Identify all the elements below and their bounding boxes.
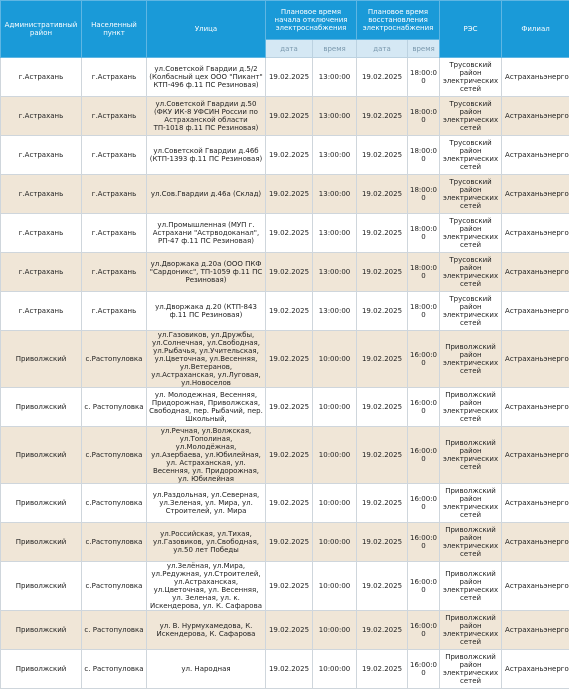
res-cell: Приволжский район электрических сетей: [440, 427, 502, 484]
locality-cell: с. Растопуловка: [82, 611, 147, 650]
on-date-cell: 19.02.2025: [357, 292, 408, 331]
header-restore: Плановое время восстановления электроснабжения: [357, 1, 440, 40]
off-time-cell: 10:00:00: [313, 523, 357, 562]
branch-cell: Астраханьэнерго: [502, 97, 569, 136]
on-date-cell: 19.02.2025: [357, 611, 408, 650]
subheader-on-date: дата: [357, 40, 408, 58]
locality-cell: с.Растопуловка: [82, 484, 147, 523]
district-cell: Приволжский: [1, 523, 82, 562]
street-cell: ул.Дворжака д.20 (КТП-843 ф.11 ПС Резиновая): [147, 292, 266, 331]
off-date-cell: 19.02.2025: [266, 650, 313, 689]
res-cell: Приволжский район электрических сетей: [440, 562, 502, 611]
street-cell: ул. В. Нурмухамедова, К. Искендерова, К. Сафарова: [147, 611, 266, 650]
on-time-cell: 18:00:00: [408, 253, 440, 292]
street-cell: ул.Сов.Гвардии д.46а (Склад): [147, 175, 266, 214]
district-cell: Приволжский: [1, 650, 82, 689]
header-branch: Филиал: [502, 1, 569, 58]
street-cell: ул.Промышленная (МУП г. Астрахани "Астрводоканал", РП-47 ф.11 ПС Резиновая): [147, 214, 266, 253]
table-row: [1, 650, 569, 689]
res-cell: Приволжский район электрических сетей: [440, 523, 502, 562]
locality-cell: с.Растопуловка: [82, 427, 147, 484]
table-row: [1, 136, 569, 175]
on-date-cell: 19.02.2025: [357, 253, 408, 292]
off-time-cell: 10:00:00: [313, 611, 357, 650]
header-locality: Населенный пункт: [82, 1, 147, 58]
on-time-cell: 18:00:00: [408, 97, 440, 136]
header-res: РЭС: [440, 1, 502, 58]
branch-cell: Астраханьэнерго: [502, 292, 569, 331]
locality-cell: с. Растопуловка: [82, 388, 147, 427]
on-time-cell: 16:00:00: [408, 650, 440, 689]
on-date-cell: 19.02.2025: [357, 175, 408, 214]
on-time-cell: 16:00:00: [408, 484, 440, 523]
off-time-cell: 10:00:00: [313, 388, 357, 427]
table-row: [1, 58, 569, 97]
off-date-cell: 19.02.2025: [266, 97, 313, 136]
subheader-off-date: дата: [266, 40, 313, 58]
district-cell: Приволжский: [1, 484, 82, 523]
header-street: Улица: [147, 1, 266, 58]
off-date-cell: 19.02.2025: [266, 388, 313, 427]
district-cell: Приволжский: [1, 388, 82, 427]
off-time-cell: 13:00:00: [313, 253, 357, 292]
street-cell: ул.Советской Гвардии д.5/2 (Колбасный цех ООО "Пикант" КТП-496 ф.11 ПС Резиновая): [147, 58, 266, 97]
off-date-cell: 19.02.2025: [266, 331, 313, 388]
res-cell: Трусовский район электрических сетей: [440, 292, 502, 331]
res-cell: Трусовский район электрических сетей: [440, 97, 502, 136]
off-date-cell: 19.02.2025: [266, 136, 313, 175]
on-date-cell: 19.02.2025: [357, 523, 408, 562]
branch-cell: Астраханьэнерго: [502, 136, 569, 175]
on-time-cell: 18:00:00: [408, 136, 440, 175]
district-cell: Приволжский: [1, 331, 82, 388]
on-time-cell: 18:00:00: [408, 58, 440, 97]
res-cell: Трусовский район электрических сетей: [440, 253, 502, 292]
off-date-cell: 19.02.2025: [266, 611, 313, 650]
branch-cell: Астраханьэнерго: [502, 611, 569, 650]
on-time-cell: 18:00:00: [408, 292, 440, 331]
street-cell: ул.Дворжака д.20а (ООО ПКФ "Сардоникс", ТП-1059 ф.11 ПС Резиновая): [147, 253, 266, 292]
res-cell: Трусовский район электрических сетей: [440, 175, 502, 214]
district-cell: г.Астрахань: [1, 253, 82, 292]
off-time-cell: 10:00:00: [313, 484, 357, 523]
locality-cell: с.Растопуловка: [82, 331, 147, 388]
on-date-cell: 19.02.2025: [357, 214, 408, 253]
off-time-cell: 13:00:00: [313, 97, 357, 136]
street-cell: ул.Советской Гвардии д.46б (КТП-1393 ф.11 ПС Резиновая): [147, 136, 266, 175]
branch-cell: Астраханьэнерго: [502, 427, 569, 484]
street-cell: ул.Зелёная, ул.Мира, ул.Редужная, ул.Строителей, ул.Астраханская, ул.Цветочная, ул. Весенняя, ул. Зеленая, ул. к. Искендерова, ул. К. Сафарова: [147, 562, 266, 611]
on-time-cell: 18:00:00: [408, 214, 440, 253]
table-row: [1, 523, 569, 562]
off-time-cell: 10:00:00: [313, 427, 357, 484]
off-date-cell: 19.02.2025: [266, 175, 313, 214]
locality-cell: г.Астрахань: [82, 214, 147, 253]
street-cell: ул.Советской Гвардии д.50 (ФКУ ИК-8 УФСИН России по Астраханской области ТП-1018 ф.11 ПС Резиновая): [147, 97, 266, 136]
locality-cell: г.Астрахань: [82, 58, 147, 97]
locality-cell: г.Астрахань: [82, 292, 147, 331]
on-date-cell: 19.02.2025: [357, 58, 408, 97]
district-cell: г.Астрахань: [1, 97, 82, 136]
subheader-on-time: время: [408, 40, 440, 58]
branch-cell: Астраханьэнерго: [502, 175, 569, 214]
off-time-cell: 10:00:00: [313, 331, 357, 388]
on-time-cell: 16:00:00: [408, 331, 440, 388]
locality-cell: г.Астрахань: [82, 253, 147, 292]
on-date-cell: 19.02.2025: [357, 562, 408, 611]
on-time-cell: 16:00:00: [408, 427, 440, 484]
off-date-cell: 19.02.2025: [266, 292, 313, 331]
table-row: [1, 253, 569, 292]
locality-cell: с.Растопуловка: [82, 562, 147, 611]
street-cell: ул. Молодежная, Весенняя, Придорожная, Приволжская, Свободная, пер. Рыбачий, пер. Школьный,: [147, 388, 266, 427]
table-body: [1, 58, 569, 689]
street-cell: ул.Газовиков, ул.Дружбы, ул.Солнечная, ул.Свободная, ул.Рыбачья, ул.Учительская, ул.Цветочная, ул.Весенняя, ул.Ветеранов, ул.Астраханская, ул.Луговая, ул.Новоселов: [147, 331, 266, 388]
street-cell: ул.Раздольная, ул.Северная, ул.Зеленая, ул. Мира, ул. Строителей, ул. Мира: [147, 484, 266, 523]
on-time-cell: 16:00:00: [408, 388, 440, 427]
district-cell: г.Астрахань: [1, 175, 82, 214]
district-cell: Приволжский: [1, 611, 82, 650]
table-row: [1, 97, 569, 136]
table-row: [1, 331, 569, 388]
street-cell: ул.Российская, ул.Тихая, ул.Газовиков, ул.Свободная, ул.50 лет Победы: [147, 523, 266, 562]
locality-cell: г.Астрахань: [82, 97, 147, 136]
table-row: [1, 214, 569, 253]
branch-cell: Астраханьэнерго: [502, 650, 569, 689]
off-date-cell: 19.02.2025: [266, 214, 313, 253]
off-time-cell: 10:00:00: [313, 650, 357, 689]
branch-cell: Астраханьэнерго: [502, 214, 569, 253]
table-row: [1, 388, 569, 427]
res-cell: Приволжский район электрических сетей: [440, 331, 502, 388]
district-cell: Приволжский: [1, 427, 82, 484]
branch-cell: Астраханьэнерго: [502, 58, 569, 97]
res-cell: Приволжский район электрических сетей: [440, 484, 502, 523]
locality-cell: г.Астрахань: [82, 136, 147, 175]
on-date-cell: 19.02.2025: [357, 484, 408, 523]
table-row: [1, 292, 569, 331]
res-cell: Трусовский район электрических сетей: [440, 58, 502, 97]
branch-cell: Астраханьэнерго: [502, 523, 569, 562]
branch-cell: Астраханьэнерго: [502, 388, 569, 427]
district-cell: г.Астрахань: [1, 58, 82, 97]
off-time-cell: 13:00:00: [313, 292, 357, 331]
branch-cell: Астраханьэнерго: [502, 562, 569, 611]
on-date-cell: 19.02.2025: [357, 331, 408, 388]
street-cell: ул. Народная: [147, 650, 266, 689]
on-date-cell: 19.02.2025: [357, 136, 408, 175]
table-header: [1, 1, 569, 58]
off-time-cell: 13:00:00: [313, 214, 357, 253]
district-cell: Приволжский: [1, 562, 82, 611]
branch-cell: Астраханьэнерго: [502, 253, 569, 292]
res-cell: Приволжский район электрических сетей: [440, 650, 502, 689]
on-time-cell: 16:00:00: [408, 523, 440, 562]
on-date-cell: 19.02.2025: [357, 650, 408, 689]
res-cell: Трусовский район электрических сетей: [440, 214, 502, 253]
table-row: [1, 484, 569, 523]
off-date-cell: 19.02.2025: [266, 484, 313, 523]
table-row: [1, 175, 569, 214]
table-row: [1, 611, 569, 650]
off-date-cell: 19.02.2025: [266, 427, 313, 484]
locality-cell: с. Растопуловка: [82, 650, 147, 689]
res-cell: Трусовский район электрических сетей: [440, 136, 502, 175]
off-time-cell: 13:00:00: [313, 58, 357, 97]
on-date-cell: 19.02.2025: [357, 427, 408, 484]
locality-cell: с.Растопуловка: [82, 523, 147, 562]
off-date-cell: 19.02.2025: [266, 58, 313, 97]
off-date-cell: 19.02.2025: [266, 253, 313, 292]
off-date-cell: 19.02.2025: [266, 523, 313, 562]
district-cell: г.Астрахань: [1, 136, 82, 175]
off-time-cell: 13:00:00: [313, 136, 357, 175]
res-cell: Приволжский район электрических сетей: [440, 611, 502, 650]
header-district: Административный район: [1, 1, 82, 58]
off-time-cell: 13:00:00: [313, 175, 357, 214]
on-time-cell: 16:00:00: [408, 562, 440, 611]
subheader-off-time: время: [313, 40, 357, 58]
off-time-cell: 10:00:00: [313, 562, 357, 611]
on-time-cell: 18:00:00: [408, 175, 440, 214]
branch-cell: Астраханьэнерго: [502, 331, 569, 388]
on-date-cell: 19.02.2025: [357, 97, 408, 136]
on-date-cell: 19.02.2025: [357, 388, 408, 427]
off-date-cell: 19.02.2025: [266, 562, 313, 611]
locality-cell: г.Астрахань: [82, 175, 147, 214]
res-cell: Приволжский район электрических сетей: [440, 388, 502, 427]
branch-cell: Астраханьэнерго: [502, 484, 569, 523]
on-time-cell: 16:00:00: [408, 611, 440, 650]
header-outage-start: Плановое время начала отключения электроснабжения: [266, 1, 357, 40]
district-cell: г.Астрахань: [1, 292, 82, 331]
district-cell: г.Астрахань: [1, 214, 82, 253]
table-row: [1, 427, 569, 484]
table-row: [1, 562, 569, 611]
street-cell: ул.Речная, ул.Волжская, ул.Тополиная, ул.Молодёжная, ул.Азербаева, ул.Юбилейная, ул. Астраханская, ул. Весенняя, ул. Придорожная, ул. Юбилейная: [147, 427, 266, 484]
